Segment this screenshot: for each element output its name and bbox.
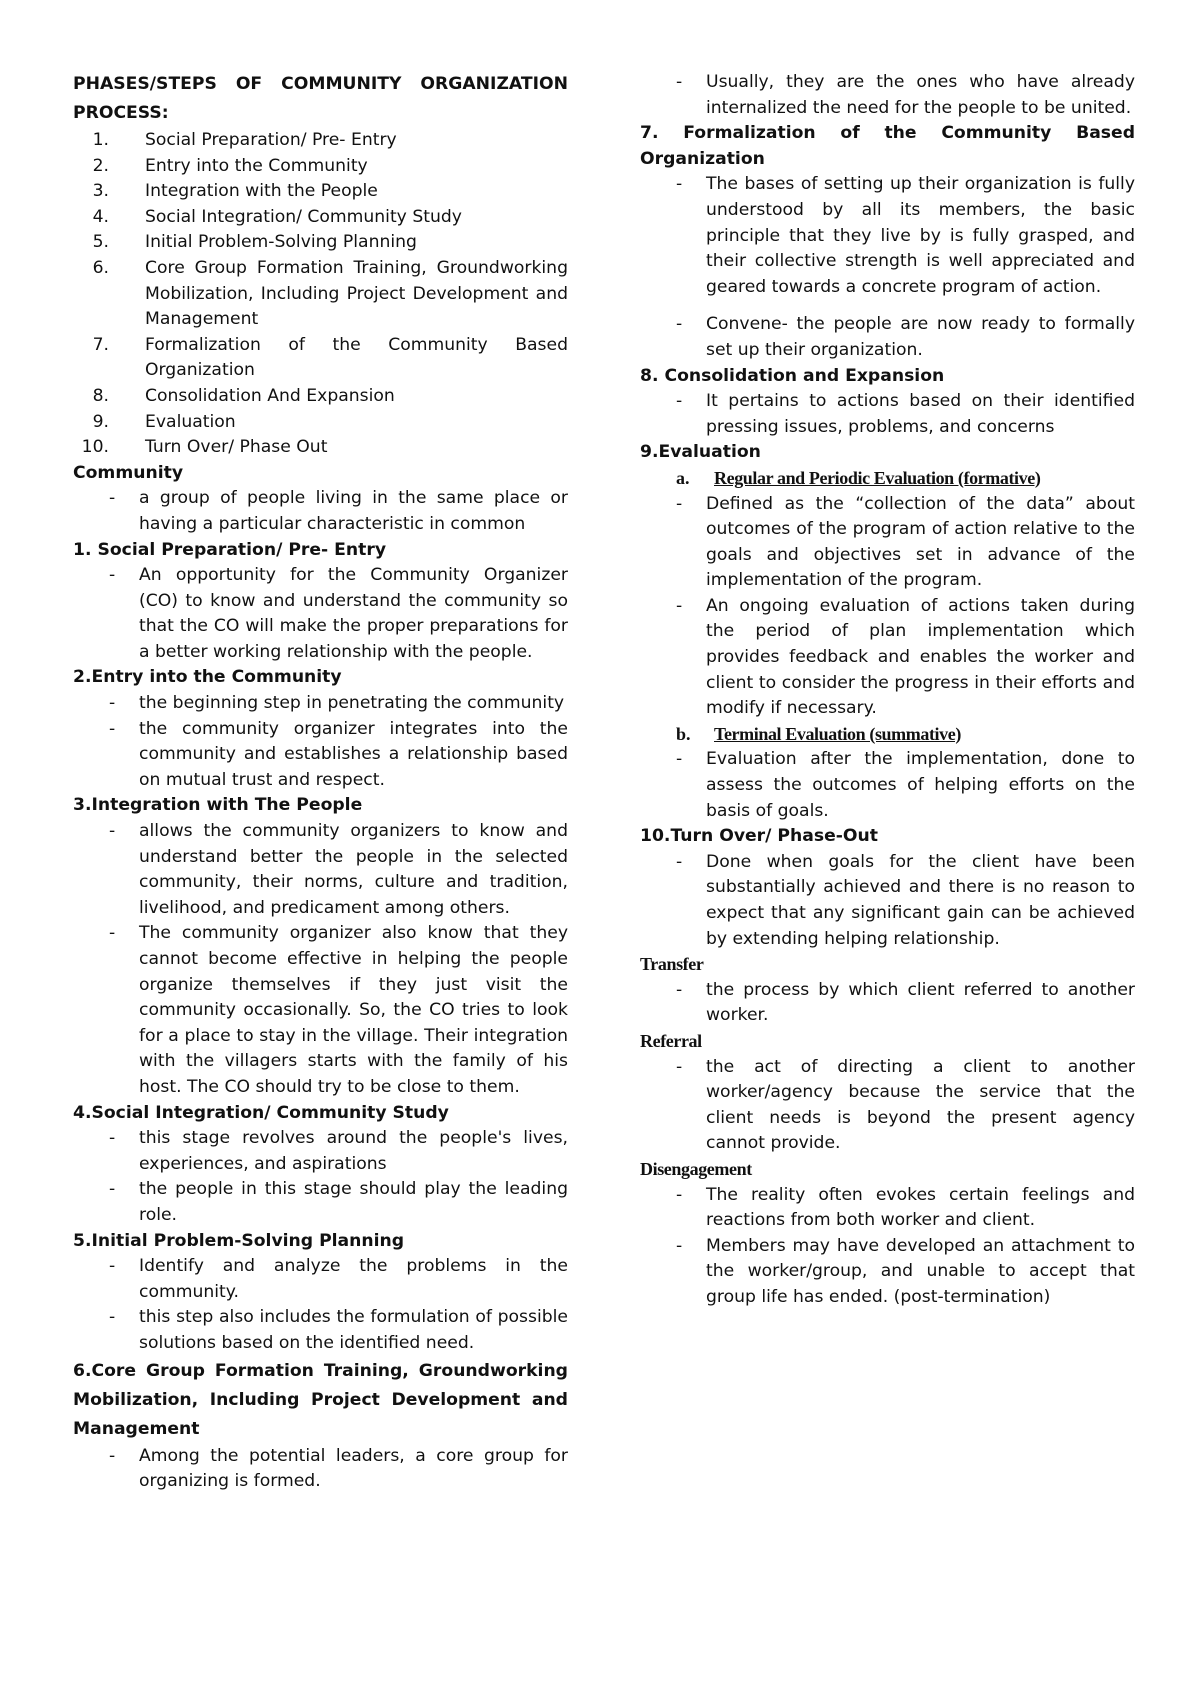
- section-heading-entry: 2.Entry into the Community: [73, 667, 342, 688]
- section-heading-referral: Referral: [640, 1030, 702, 1051]
- section-heading-integration: 3.Integration with The People: [73, 795, 363, 816]
- subheading-summative: b. Terminal Evaluation (summative): [676, 723, 961, 744]
- list-item: 5. Initial Problem-Solving Planning: [92, 232, 417, 253]
- document-title: PHASES/STEPS OF COMMUNITY ORGANIZATION PROCESS:: [73, 74, 568, 123]
- list-item: 7. Formalization of the Community Based Organization: [92, 334, 568, 381]
- bullet-item: - Members may have developed an attachment to the worker/group, and unable to accept that group life has ended. (post-termination): [676, 1235, 1135, 1307]
- list-item: 1. Social Preparation/ Pre- Entry: [92, 130, 397, 150]
- section-heading-disengagement: Disengagement: [640, 1158, 752, 1179]
- bullet-item: - An ongoing evaluation of actions taken during the period of plan implementation which provides feedback and enables the worker and client to consider the progress in their efforts and modify if necessary.: [676, 595, 1135, 719]
- bullet-item: - Among the potential leaders, a core group for organizing is formed.: [109, 1445, 568, 1492]
- left-column: [73, 70, 568, 1495]
- bullet-item: - Usually, they are the ones who have already internalized the need for the people to be united.: [676, 72, 1135, 118]
- bullet-item: - It pertains to actions based on their identified pressing issues, problems, and concerns: [676, 391, 1135, 437]
- list-item: 9. Evaluation: [92, 411, 236, 432]
- section-heading-transfer: Transfer: [640, 954, 704, 975]
- section-heading-evaluation: 9.Evaluation: [640, 442, 761, 463]
- bullet-item: - An opportunity for the Community Organizer (CO) to know and understand the community so that the CO will make the proper preparations for a better working relationship with the people.: [109, 565, 568, 662]
- bullet-item: - Done when goals for the client have been substantially achieved and there is no reason to expect that any significant gain can be achieved by extending helping relationship.: [676, 851, 1135, 949]
- section-heading-formalization: 7. Formalization of the Community Based Organization: [640, 123, 1135, 169]
- bullet-item: - Identify and analyze the problems in the community.: [109, 1256, 568, 1302]
- section-heading-turn-over: 10.Turn Over/ Phase-Out: [640, 826, 878, 847]
- bullet-item: - Evaluation after the implementation, done to assess the outcomes of helping efforts on the basis of goals.: [676, 749, 1135, 821]
- bullet-item: - Convene- the people are now ready to formally set up their organization.: [676, 314, 1135, 360]
- bullet-item: - this stage revolves around the people's lives, experiences, and aspirations: [109, 1128, 568, 1174]
- bullet-item: - the people in this stage should play the leading role.: [109, 1179, 568, 1225]
- steps-list: [73, 128, 568, 461]
- list-item: 2. Entry into the Community: [92, 155, 368, 176]
- section-heading-problem-solving: 5.Initial Problem-Solving Planning: [73, 1230, 405, 1251]
- bullet-item: - The reality often evokes certain feelings and reactions from both worker and client.: [676, 1184, 1135, 1231]
- bullet-item: - the community organizer integrates into the community and establishes a relationship based on mutual trust and respect.: [109, 718, 568, 790]
- section-heading-community: Community: [73, 462, 184, 483]
- bullet-item: - the beginning step in penetrating the community: [109, 693, 565, 714]
- list-item: 8. Consolidation And Expansion: [92, 385, 395, 406]
- bullet-item: - a group of people living in the same place or having a particular characteristic in common: [109, 488, 568, 534]
- bullet-item: - this step also includes the formulation of possible solutions based on the identified need.: [109, 1307, 568, 1353]
- subheading-formative: a. Regular and Periodic Evaluation (formative): [676, 467, 1041, 488]
- bullet-item: - the process by which client referred to another worker.: [676, 979, 1135, 1026]
- section-heading-consolidation: 8. Consolidation and Expansion: [640, 365, 945, 386]
- section-heading-community-study: 4.Social Integration/ Community Study: [73, 1102, 449, 1123]
- list-item: 10. Turn Over/ Phase Out: [81, 437, 328, 458]
- bullet-item: - The community organizer also know that they cannot become effective in helping the people organize themselves if they just visit the community occasionally. So, the CO tries to look for a place to stay in the village. Their integration with the villagers starts with the family of his host. The CO should try to be close to them.: [109, 923, 568, 1097]
- bullet-item: - allows the community organizers to know and understand better the people in the selected community, their norms, culture and tradition, livelihood, and predicament among others.: [109, 821, 568, 918]
- bullet-item: - The bases of setting up their organization is fully understood by all its members, the basic principle that they live by is fully grasped, and their collective strength is well appreciated and geared towards a concrete program of action.: [676, 174, 1135, 297]
- list-item: 4. Social Integration/ Community Study: [92, 206, 462, 227]
- list-item: 6. Core Group Formation Training, Groundworking Mobilization, Including Project Development and Management: [92, 257, 568, 330]
- right-column: [640, 70, 1135, 1311]
- bullet-item: - the act of directing a client to another worker/agency because the service that the client needs is beyond the present agency cannot provide.: [676, 1056, 1135, 1154]
- list-item: 3. Integration with the People: [92, 181, 378, 202]
- bullet-item: - Defined as the “collection of the data” about outcomes of the program of action relative to the goals and objectives set in advance of the implementation of the program.: [676, 493, 1135, 591]
- section-heading-social-preparation: 1. Social Preparation/ Pre- Entry: [73, 539, 387, 560]
- section-heading-core-group: 6.Core Group Formation Training, Groundworking Mobilization, Including Project Development and Management: [73, 1360, 568, 1439]
